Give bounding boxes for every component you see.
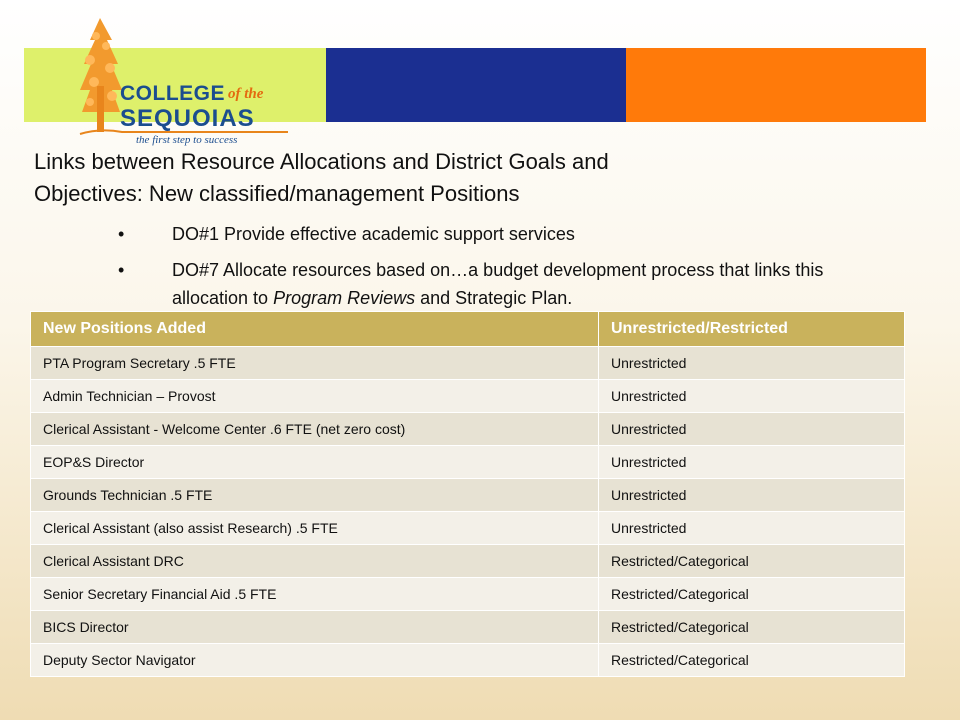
funding-cell: Restricted/Categorical xyxy=(599,644,905,677)
bullet-dot: • xyxy=(118,260,125,280)
position-cell: Senior Secretary Financial Aid .5 FTE xyxy=(31,578,599,611)
table-row xyxy=(31,578,905,611)
funding-cell: Unrestricted xyxy=(599,479,905,512)
bullet-item xyxy=(118,220,900,248)
funding-cell: Restricted/Categorical xyxy=(599,545,905,578)
slide-title-line-1: Links between Resource Allocations and District Goals and xyxy=(34,149,609,174)
position-cell: Deputy Sector Navigator xyxy=(31,644,599,677)
funding-cell: Restricted/Categorical xyxy=(599,578,905,611)
position-cell: PTA Program Secretary .5 FTE xyxy=(31,347,599,380)
college-logo xyxy=(78,16,298,148)
positions-table xyxy=(30,311,905,677)
funding-cell: Unrestricted xyxy=(599,413,905,446)
position-cell: Admin Technician – Provost xyxy=(31,380,599,413)
funding-cell: Unrestricted xyxy=(599,512,905,545)
slide-title-line-2: Objectives: New classified/management Positions xyxy=(34,181,520,206)
position-cell: Clerical Assistant DRC xyxy=(31,545,599,578)
logo-tagline: the first step to success xyxy=(136,134,238,146)
table-row xyxy=(31,413,905,446)
column-header-funding: Unrestricted/Restricted xyxy=(599,312,905,347)
table-row xyxy=(31,479,905,512)
bullet-text-tail: and Strategic Plan. xyxy=(415,288,573,308)
position-cell: Grounds Technician .5 FTE xyxy=(31,479,599,512)
position-cell: Clerical Assistant - Welcome Center .6 FTE (net zero cost) xyxy=(31,413,599,446)
bullet-list xyxy=(118,220,900,320)
funding-cell: Unrestricted xyxy=(599,347,905,380)
position-cell: EOP&S Director xyxy=(31,446,599,479)
position-cell: Clerical Assistant (also assist Research) .5 FTE xyxy=(31,512,599,545)
logo-sequoias-text: SEQUOIAS xyxy=(120,105,255,132)
table-row xyxy=(31,611,905,644)
bullet-dot: • xyxy=(118,224,125,244)
table-row xyxy=(31,347,905,380)
table-header-row xyxy=(31,312,905,347)
table-row xyxy=(31,545,905,578)
logo-of-the-text: of the xyxy=(228,86,264,102)
position-cell: BICS Director xyxy=(31,611,599,644)
bullet-italic-text: Program Reviews xyxy=(273,288,416,308)
bullet-text: DO#7 Allocate resources based on…a budget development process that links this allocation to xyxy=(172,260,824,308)
slide-title xyxy=(34,146,914,210)
funding-cell: Unrestricted xyxy=(599,380,905,413)
logo-college-text: COLLEGE xyxy=(120,82,226,105)
column-header-positions: New Positions Added xyxy=(31,312,599,347)
table-row xyxy=(31,512,905,545)
header-band-orange xyxy=(626,48,926,122)
header-band-blue xyxy=(326,48,626,122)
funding-cell: Restricted/Categorical xyxy=(599,611,905,644)
table-row xyxy=(31,644,905,677)
table-row xyxy=(31,446,905,479)
bullet-item xyxy=(118,256,900,312)
table-row xyxy=(31,380,905,413)
funding-cell: Unrestricted xyxy=(599,446,905,479)
bullet-text: DO#1 Provide effective academic support services xyxy=(172,224,575,244)
